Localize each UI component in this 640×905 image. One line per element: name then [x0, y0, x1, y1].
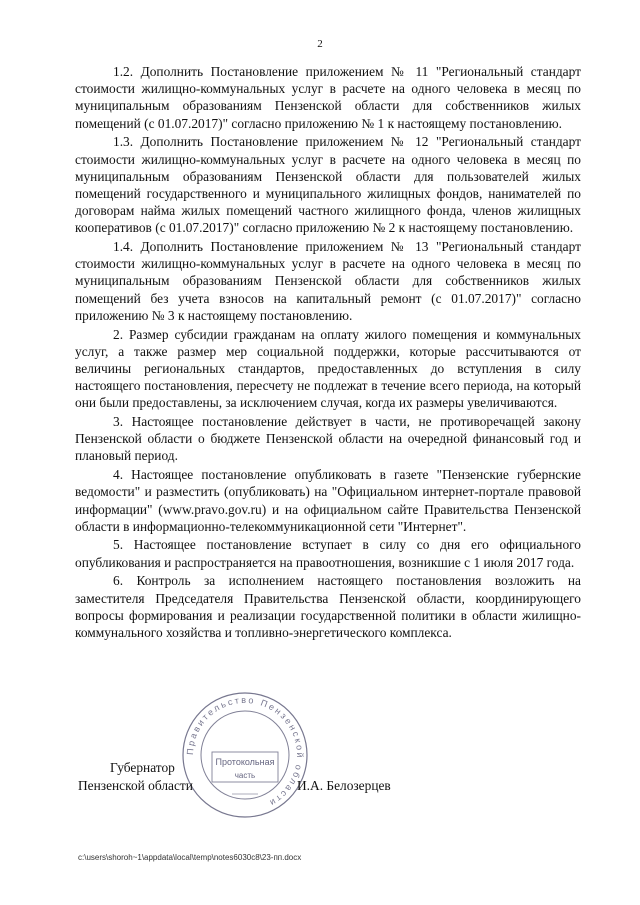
signatory-title-line1: Губернатор: [110, 760, 175, 775]
stamp-inner-text-1: Протокольная: [215, 757, 275, 767]
paragraph-1-4: 1.4. Дополнить Постановление приложением № 13 "Региональный стандарт стоимости жилищно-коммунальных услуг в расчете на одного человека в месяц по муниципальным образованиям Пензенской области для собственников жилых помещений без учета взносов на капитальный ремонт (с 01.07.2017)" согласно приложению № 3 к настоящему постановлению.: [75, 239, 581, 323]
signatory-name: И.А. Белозерцев: [297, 778, 391, 793]
paragraph-1-3: 1.3. Дополнить Постановление приложением № 12 "Региональный стандарт стоимости жилищно-коммунальных услуг в расчете на одного человека в месяц по муниципальным образованиям Пензенской области для пользователей жилых помещений государственного и муниципального жилищных фондов, нанимателей по договорам найма жилых помещений частного жилищного фонда, членов жилищных кооперативов (с 01.07.2017)" согласно приложению № 2 к настоящему постановлению.: [75, 134, 581, 236]
page-number: 2: [317, 38, 323, 50]
stamp-ring-text: Правительство Пензенской области: [184, 694, 306, 810]
paragraph-2: 2. Размер субсидии гражданам на оплату жилого помещения и коммунальных услуг, а также размер мер социальной поддержки, которые рассчитываются от величины региональных стандартов, предоставленных до вступления в силу настоящего постановления, пересчету не подлежат в течение всего периода, на который они были предоставлены, за исключением случая, когда их размеры увеличиваются.: [75, 326, 581, 411]
paragraph-4: 4. Настоящее постановление опубликовать в газете "Пензенские губернские ведомости" и разместить (опубликовать) на "Официальном интернет-портале правовой информации" (www.pravo.gov.ru) и на официальном сайте Правительства Пензенской области в информационно-телекоммуникационной сети "Интернет".: [75, 467, 581, 534]
signatory-title-line2: Пензенской области: [78, 778, 193, 793]
paragraph-5: 5. Настоящее постановление вступает в силу со дня его официального опубликования и распространяется на правоотношения, возникшие с 1 июля 2017 года.: [75, 537, 581, 570]
file-path-footer: c:\users\shoroh~1\appdata\local\temp\notes6030c8\23-пп.docx: [78, 853, 302, 862]
paragraph-3: 3. Настоящее постановление действует в части, не противоречащей закону Пензенской области о бюджете Пензенской области на очередной финансовый год и плановый период.: [75, 414, 581, 464]
document-body: [75, 63, 581, 643]
stamp-inner-text-2: часть: [234, 771, 256, 780]
paragraph-6: 6. Контроль за исполнением настоящего постановления возложить на заместителя Председателя Правительства Пензенской области, координирующего вопросы формирования и реализации государственной политики в области жилищно-коммунального хозяйства и топливно-энергетического комплекса.: [75, 573, 581, 640]
paragraph-1-2: 1.2. Дополнить Постановление приложением № 11 "Региональный стандарт стоимости жилищно-коммунальных услуг в расчете на одного человека в месяц по муниципальным образованиям Пензенской области для собственников жилых помещений (с 01.07.2017)" согласно приложению № 1 к настоящему постановлению.: [75, 64, 581, 131]
